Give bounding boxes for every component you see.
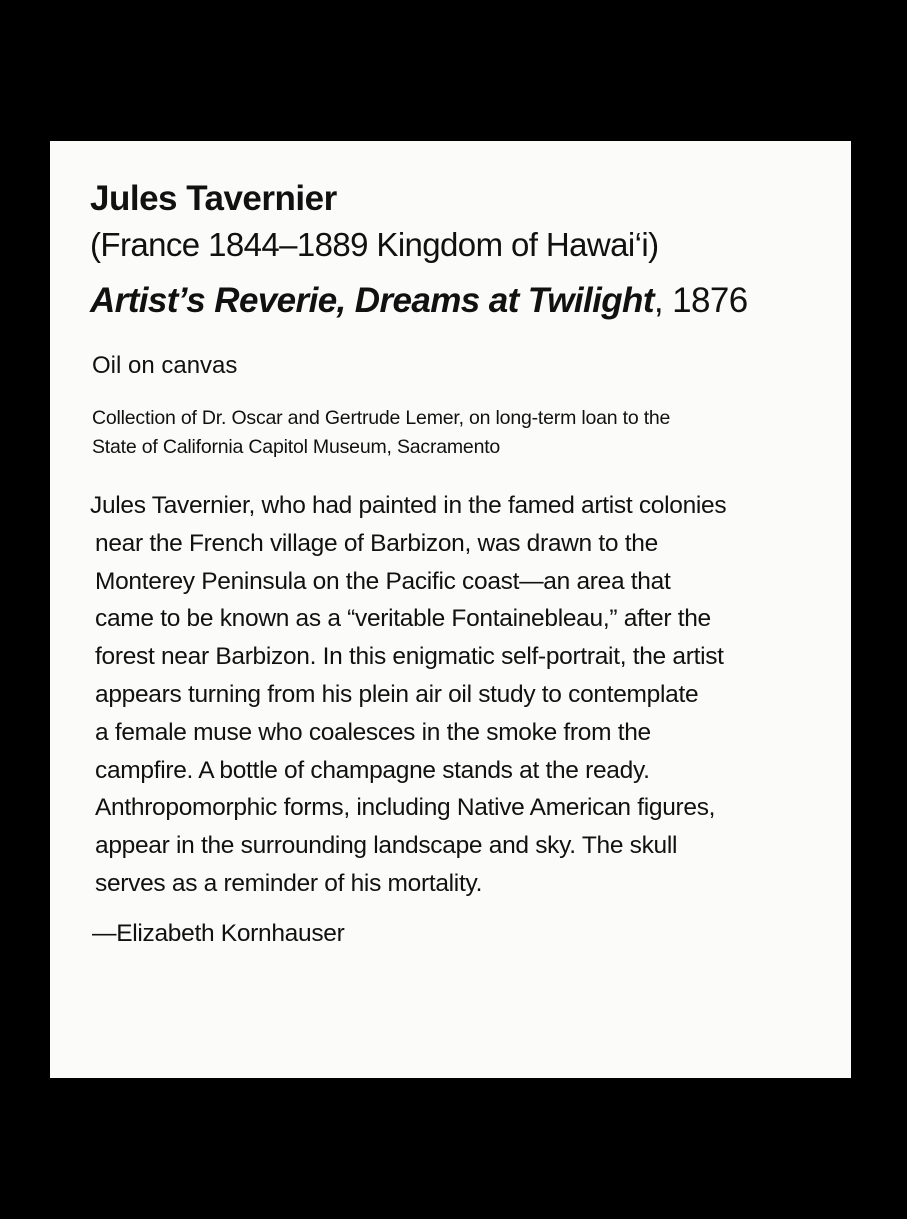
description-line: campfire. A bottle of champagne stands at the ready.	[95, 756, 650, 784]
artist-dates: (France 1844–1889 Kingdom of Hawai‘i)	[90, 226, 659, 263]
description-line: appear in the surrounding landscape and sky. The skull	[95, 832, 678, 860]
credit-line-text: Collection of Dr. Oscar and Gertrude Lemer, on long-term loan to the	[92, 407, 671, 429]
work-title: Artist’s Reverie, Dreams at Twilight	[90, 281, 654, 320]
author-signature: —Elizabeth Kornhauser	[92, 919, 345, 947]
artist-name: Jules Tavernier	[90, 179, 337, 218]
medium: Oil on canvas	[92, 352, 238, 379]
description-line: a female muse who coalesces in the smoke from the	[95, 718, 651, 746]
credit-line	[92, 404, 811, 462]
work-year: , 1876	[653, 281, 748, 320]
description-line: appears turning from his plein air oil study to contemplate	[95, 680, 699, 708]
museum-wall-label	[50, 141, 851, 1078]
description-line: Monterey Peninsula on the Pacific coast—an area that	[95, 567, 671, 595]
description-line: Anthropomorphic forms, including Native American figures,	[95, 794, 716, 822]
description-line: near the French village of Barbizon, was drawn to the	[95, 529, 658, 557]
description	[90, 487, 811, 903]
credit-line-text: State of California Capitol Museum, Sacramento	[92, 436, 501, 458]
description-line: serves as a reminder of his mortality.	[95, 869, 483, 897]
description-line: forest near Barbizon. In this enigmatic self-portrait, the artist	[95, 643, 724, 671]
work-title-line	[90, 279, 811, 323]
description-line: Jules Tavernier, who had painted in the famed artist colonies	[90, 492, 727, 519]
description-line: came to be known as a “veritable Fontainebleau,” after the	[95, 605, 711, 633]
